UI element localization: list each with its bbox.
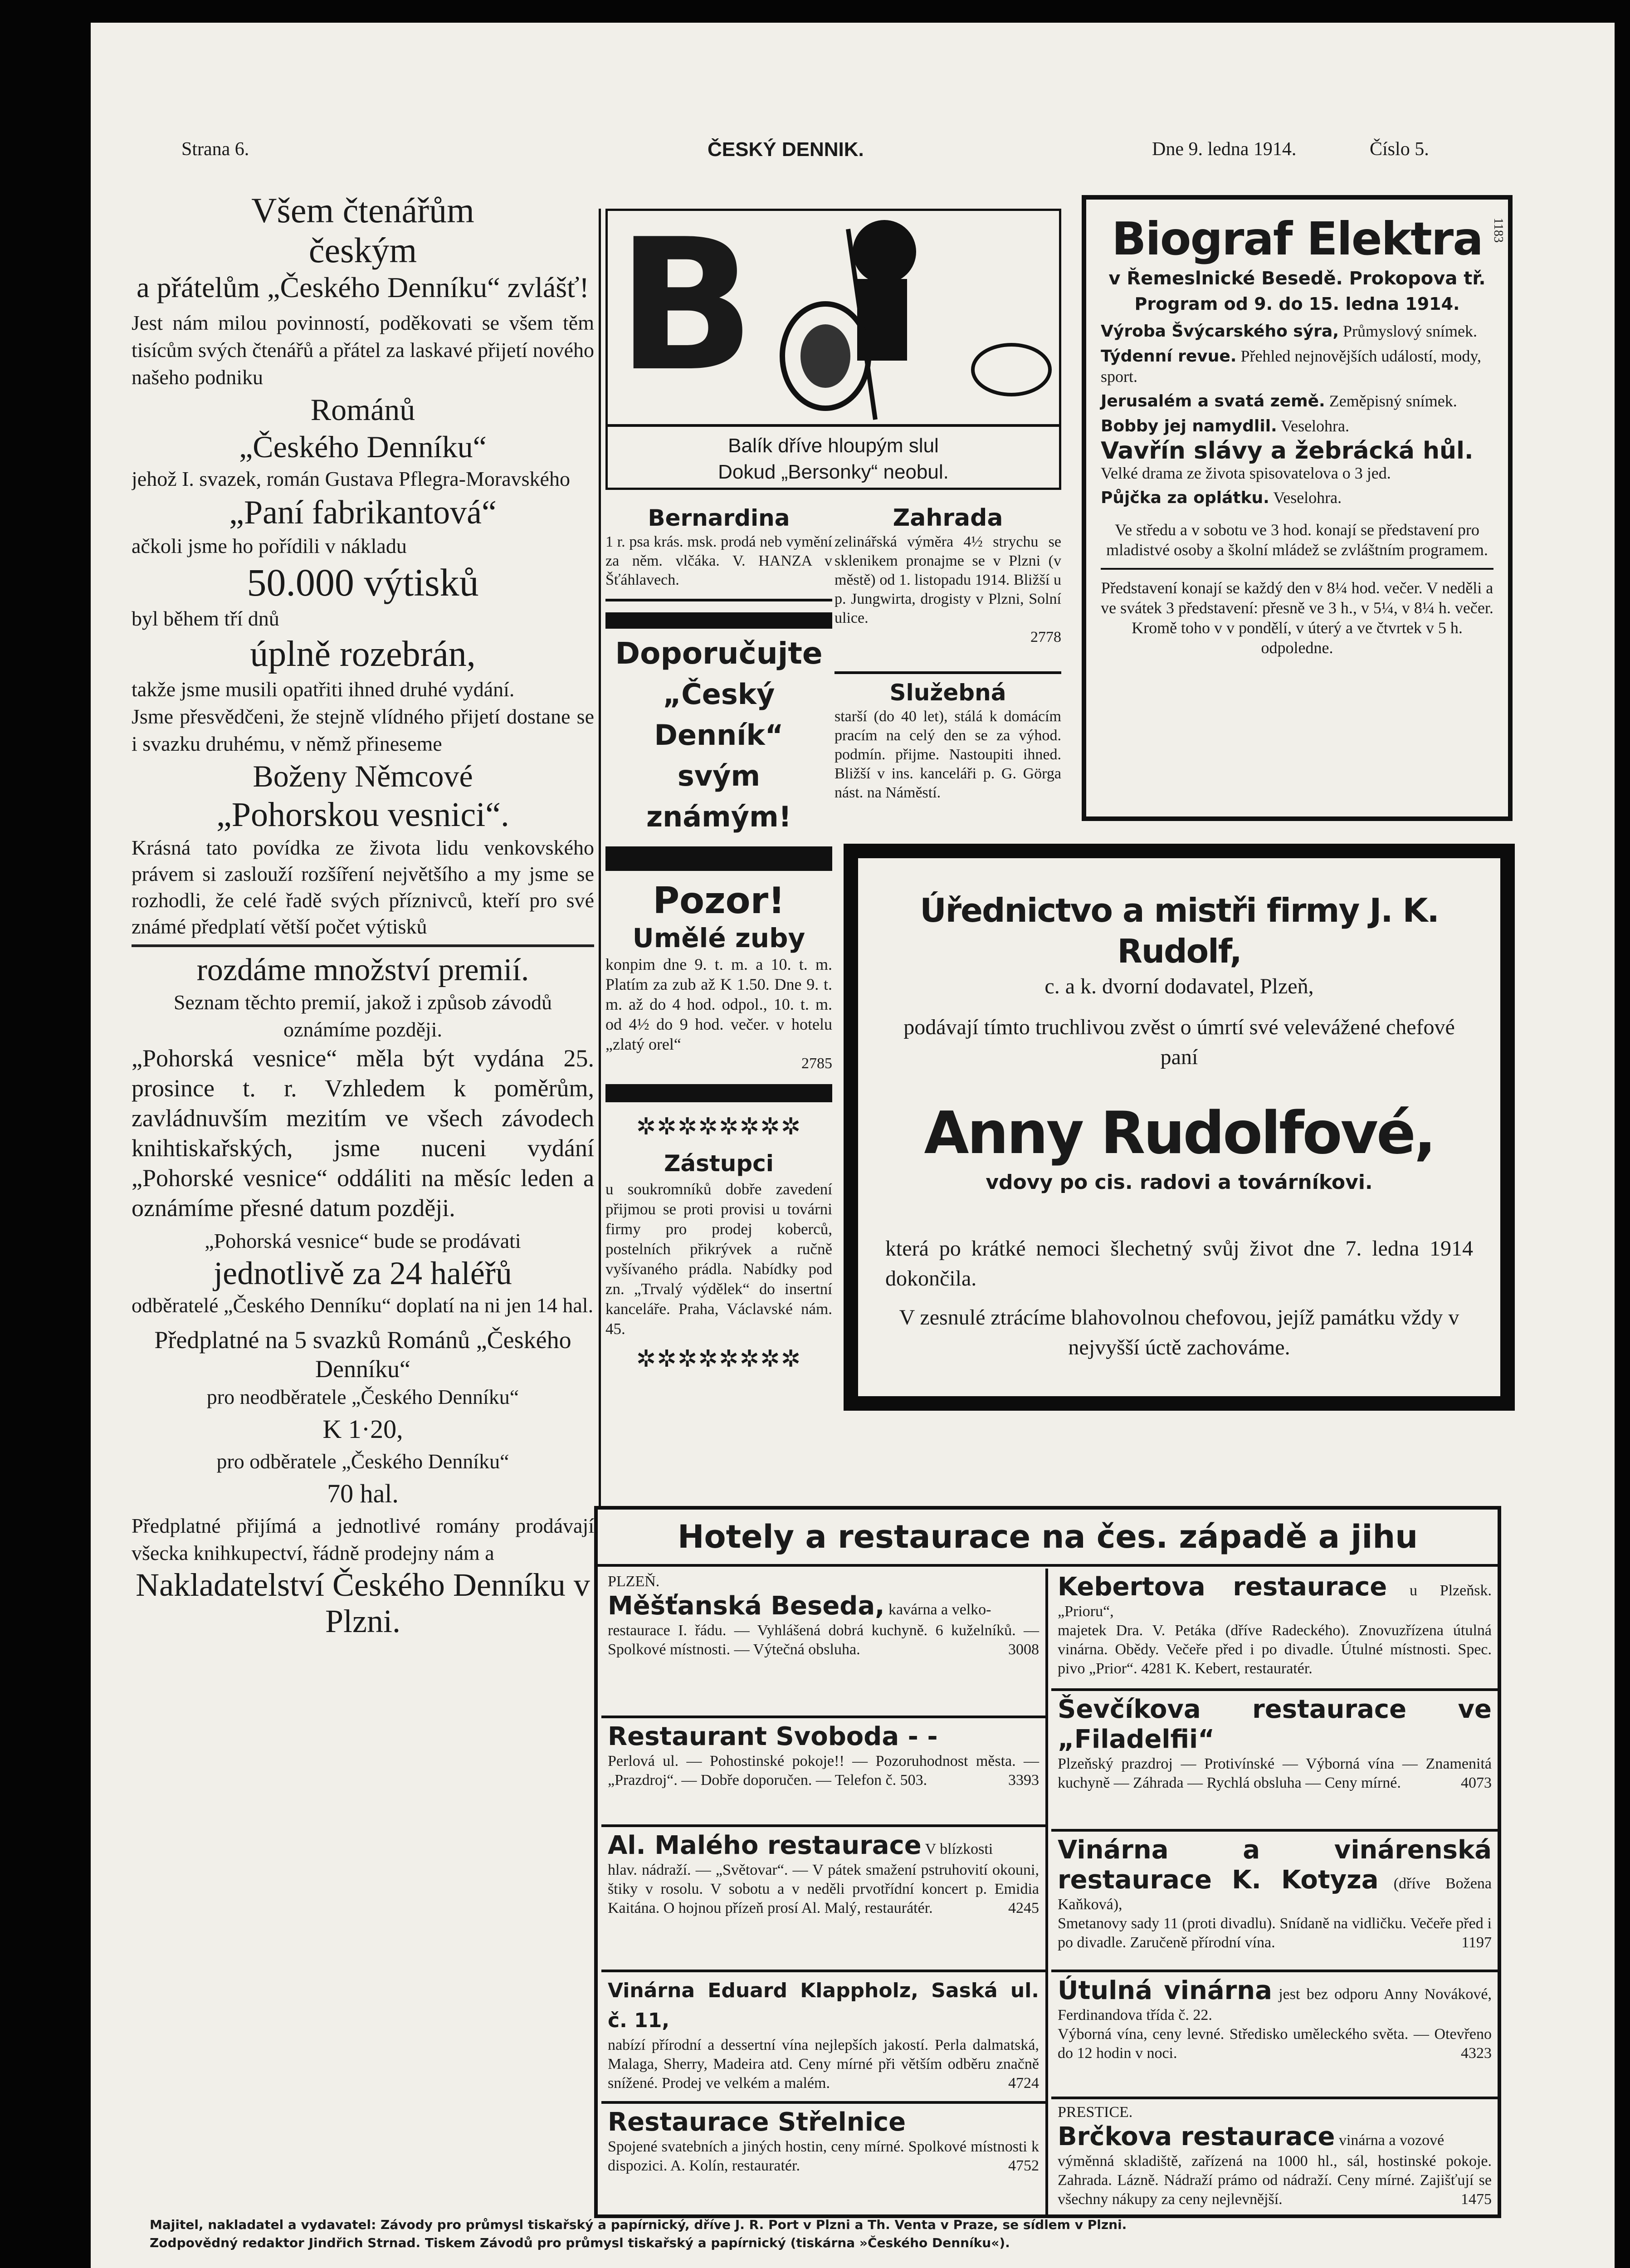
pozor-ad (605, 853, 832, 1461)
line-1: Doporučujte (615, 636, 823, 671)
page-number: Strana 6. (181, 139, 249, 160)
hotels-right-column (1051, 1569, 1498, 2217)
divider (1101, 568, 1493, 570)
hotel-side: vinárna a vozové (1338, 2132, 1445, 2149)
obituary-ad (844, 844, 1515, 1411)
bar (605, 1084, 832, 1102)
ad-text: 1 r. psa krás. msk. prodá neb vymění za něm. vlčáka. V. HANZA v Šťáhlavech. (605, 533, 832, 588)
paragraph-9: „Pohorská vesnice“ měla být vydána 25. prosince t. r. Vzhledem k poměrům, zavládnuvším mezitím ve všech závodech knihtiskařských, jsme nuceni vydání „Pohorské vesnice“ oddáliti na měsíc leden a oznámíme přesné datum později. (132, 1045, 594, 1222)
hotel-text: Výborná vína, ceny levné. Středisko uměleckého světa. — Otevřeno do 12 hodin v noci. (1058, 2026, 1492, 2062)
decorative-stars: ✲✲✲✲✲✲✲✲ (636, 1114, 802, 1140)
obituary-text-3: V zesnulé ztrácíme blahovolnou chefovou, jejíž památku vždy v nejvyšší úctě zachováme. (899, 1305, 1459, 1359)
divider (608, 424, 1059, 427)
bersonky-ad (605, 209, 1061, 490)
zahrada-ad (835, 503, 1061, 676)
decorative-stars: ✲✲✲✲✲✲✲✲ (636, 1346, 802, 1372)
bar (605, 853, 832, 871)
heading-pohorska: „Pohorskou vesnici“. (216, 796, 509, 834)
ad-number: 4724 (1008, 2075, 1039, 2092)
hotel-text: hlav. nádraží. — „Světovar“. — V pátek smažení pstruhovití okouni, štiky v rosolu. V sobotu a v neděli prvotřídní koncert p. Emidia Kaitána. O hojnou přízeň prosí Al. Malý, restaurátér. (608, 1862, 1039, 1916)
item-desc: Veselohra. (1273, 489, 1342, 507)
paragraph-13: pro neodběratele „Českého Denníku“ (206, 1385, 519, 1408)
item-desc: Zeměpisný snímek. (1329, 392, 1457, 410)
headline-2: českým (308, 230, 417, 270)
hotel-name: Ševčíkova restaurace ve „Filadelfii“ (1058, 1695, 1492, 1754)
ad-number: 3393 (1008, 1772, 1039, 1789)
hotels-left-column (601, 1569, 1048, 2217)
paragraph-3: ačkoli jsme ho pořídili v nákladu (132, 534, 407, 557)
hotel-ad (1051, 1691, 1498, 1832)
headline-1: Všem čtenářům (251, 191, 474, 230)
hotel-ad (1051, 2099, 1498, 2213)
ad-number: 1475 (1461, 2191, 1492, 2208)
ad-number: 3008 (1008, 1641, 1039, 1658)
ad-caption-2: Dokud „Bersonky“ neobul. (718, 461, 949, 483)
price-1: K 1·20, (322, 1414, 403, 1444)
column-rule (599, 209, 601, 1506)
zastupci-heading: Zástupci (664, 1150, 774, 1177)
obituary-text-1: podávají tímto truchlivou zvěst o úmrtí své velevážené chefové paní (903, 1015, 1455, 1069)
ad-program: Program od 9. do 15. ledna 1914. (1134, 294, 1460, 314)
publisher-signature: Nakladatelství Českého Denníku v Plzni. (136, 1567, 590, 1639)
item-title: Půjčka za oplátku. (1101, 489, 1269, 507)
deceased-name: Anny Rudolfové, (924, 1100, 1435, 1167)
paragraph-1: Jest nám milou povinností, poděkovati se všem těm tisícům svých čtenářů a přátel za laskavé přijetí nového našeho podniku (132, 311, 594, 389)
item-desc: Přehled nejnovějších událostí, mody, sport. (1101, 347, 1482, 386)
item-title: Bobby jej namydlil. (1101, 417, 1277, 435)
hotel-text: Plzeňský prazdroj — Protivínské — Výborná vína — Znamenitá kuchyně — Záhrada — Rychlá obsluha — Ceny mírné. (1058, 1755, 1492, 1791)
hotel-name: Útulná vinárna (1058, 1976, 1272, 2005)
imprint-line-2: Zodpovědný redaktor Jindřich Strnad. Tiskem Závodů pro průmysl tiskařský a papírnický (tiskárna »Českého Denníku«). (150, 2235, 1010, 2250)
hotel-text: nabízí přírodní a dessertní vína nejlepších jakostí. Perla dalmatská, Malaga, Sherry, Madeira atd. Ceny mírné při větším odběru značně snížené. Prodej ve velkém a malém. (608, 2037, 1039, 2092)
imprint-line-1: Majitel, nakladatel a vydavatel: Závody pro průmysl tiskařský a papírnický, dříve J. R. Port v Plzni a Th. Venta v Praze, se sídlem v Plzni. (150, 2217, 1127, 2232)
bar (605, 612, 832, 629)
recommend-ad (605, 608, 832, 862)
divider (132, 944, 594, 947)
item-desc: Velké drama ze života spisovatelova o 3 jed. (1101, 464, 1391, 482)
divider (605, 599, 832, 601)
ad-text: konpim dne 9. t. m. a 10. t. m. Platím za zub až K 1.50. Dne 9. t. m. až do 4 hod. odpol., 10. t. m. od 4½ do 9 hod. večer. v hotelu „zlatý orel“ (605, 955, 832, 1053)
hotel-side: jest bez odporu Anny Novákové, Ferdinandova třída č. 22. (1058, 1986, 1492, 2024)
ad-location: v Řemeslnické Besedě. Prokopova tř. (1108, 268, 1486, 289)
heading-romanu: Románů (310, 392, 415, 427)
ad-heading: Zahrada (893, 504, 1003, 532)
obituary-heading: Úřednictvo a mistři firmy J. K. Rudolf, (920, 891, 1439, 970)
line-2: „Český Denník“ (654, 678, 784, 752)
hotel-name: Al. Malého restaurace (608, 1831, 922, 1860)
item-desc: Průmyslový snímek. (1343, 322, 1478, 340)
ad-letter-b: B (617, 209, 755, 411)
headline-3: a přátelům „Českého Denníku“ zvlášť! (137, 271, 589, 303)
town: PRESTICE. (1058, 2104, 1133, 2121)
hotel-name: Kebertova restaurace (1058, 1572, 1387, 1602)
ad-text: starší (do 40 let), stálá k domácím pracím na celý den se za výhod. podmín. přijme. Nastoupiti ihned. Bližší v ins. kanceláři p. G. Görga nást. na Náměstí. (835, 708, 1061, 801)
hotel-name: Vinárna a vinárenská restaurace K. Kotyza (1058, 1835, 1492, 1895)
hotels-section (594, 1506, 1501, 2218)
hotel-text: restaurace I. řádu. — Vyhlášená dobrá kuchyně. 6 kuželníků. — Spolkové místnosti. — Výtečná obsluha. (608, 1622, 1039, 1658)
hotel-ad (601, 2104, 1045, 2208)
paragraph-11: odběratelé „Českého Denníku“ doplatí na ni jen 14 hal. (132, 1294, 594, 1317)
ad-number: 4323 (1461, 2045, 1492, 2062)
hotel-ad (1051, 1972, 1498, 2099)
hotel-side: u Plzeňsk. „Prioru“, (1058, 1582, 1492, 1620)
item-title: Vavřín slávy a žebrácká hůl. (1101, 437, 1474, 464)
hotel-ad (1051, 1832, 1498, 1972)
item-title: Týdenní revue. (1101, 347, 1237, 366)
ad-heading: Služebná (889, 679, 1006, 706)
paragraph-5: takže jsme musili opatřiti ihned druhé vydání. (132, 678, 515, 701)
cartoon-illustration (757, 211, 1057, 424)
deceased-title: vdovy po cis. radovi a továrníkovi. (986, 1171, 1373, 1194)
obituary-text-2: která po krátké nemoci šlechetný svůj život dne 7. ledna 1914 dokončila. (885, 1237, 1473, 1290)
heading-sold-out: úplně rozebrán, (250, 634, 476, 674)
ad-number: 4073 (1461, 1774, 1492, 1791)
item-title: Výroba Švýcarského sýra, (1101, 322, 1339, 341)
hotel-name: Restaurant Svoboda - - (608, 1722, 938, 1751)
hotel-ad (601, 1569, 1045, 1718)
hotel-ad (601, 1972, 1045, 2104)
hotel-text: výměnná skladiště, zařízená na 1000 hl., sál, hostinské pokoje. Zahrada. Lázně. Nádraží prámo od nádraží. Ceny mírné. Zajišťují se všechny nákupy za ceny nejlevnější. (1058, 2153, 1492, 2208)
item-title: Jerusalém a svatá země. (1101, 392, 1325, 411)
hotel-side: (dříve Božena Kaňková), (1058, 1875, 1492, 1913)
hotel-ad (601, 1827, 1045, 1972)
issue-date: Dne 9. ledna 1914. (1152, 139, 1297, 160)
paragraph-12: Předplatné na 5 svazků Románů „Českého Denníku“ (154, 1326, 571, 1383)
hotel-text: majetek Dra. V. Petáka (dříve Radeckého). Znovuzřízena útulná vinárna. Obědy. Večeře před i po divadle. Útulné místnosti. Spec. pivo „Prior“. 4281 K. Kebert, restauratér. (1058, 1622, 1492, 1677)
town: PLZEŇ. (608, 1573, 660, 1590)
paragraph-10: „Pohorská vesnice“ bude se prodávati (205, 1229, 521, 1252)
paragraph-2: jehož I. svazek, román Gustava Pflegra-Moravského (132, 467, 570, 490)
imprint-footer (150, 2216, 1510, 2252)
heading-fabrikantova: „Paní fabrikantová“ (229, 494, 497, 531)
ad-text: zelinářská výměra 4½ strychu se sklenikem pronajme se v Plzni (v městě) od 1. listopadu 1914. Bližší u p. Jungwirta, drogisty v Plzni, Solní ulice. (835, 533, 1061, 626)
heading-premie: rozdáme množství premií. (196, 953, 529, 987)
paragraph-4: byl během tří dnů (132, 607, 279, 630)
note-1: Ve středu a v sobotu ve 3 hod. konají se představení pro mladistvé osoby a školní mládež se zvláštním programem. (1106, 521, 1488, 559)
left-column-ad (132, 191, 594, 2186)
hotel-name: Brčkova restaurace (1058, 2122, 1335, 2151)
ad-heading: Bernardina (648, 505, 790, 531)
ad-number: 2778 (1030, 629, 1061, 645)
hotel-name: Restaurace Střelnice (608, 2107, 906, 2137)
ad-number: 4245 (1008, 1900, 1039, 1916)
heading-price: jednotlivě za 24 haléřů (214, 1255, 512, 1291)
hotel-name: Vinárna Eduard Klappholz, Saská ul. č. 11, (608, 1979, 1039, 2032)
paper-name: ČESKÝ DENNIK. (708, 138, 864, 161)
section-title: Hotely a restaurace na čes. západě a jihu (598, 1510, 1498, 1567)
note-2: Představení konají se každý den v 8¼ hod. večer. V neděli a ve svátek 3 představení: přesně ve 3 h., v 5¼, v 8¼ h. večer. Kromě toho v v pondělí, v úterý a ve čtvrtek v 5 h. odpoledne. (1101, 579, 1493, 657)
heading-cd: „Českého Denníku“ (239, 430, 487, 464)
paragraph-7: Krásná tato povídka ze života lidu venkovského právem si zaslouží rozšíření největšího a my jsme se rozhodli, že celé řadě svých příznivců, kteří pro své známé předplatí větší počet výtisků (132, 836, 594, 938)
heading-nemcova: Boženy Němcové (253, 759, 473, 793)
obituary-subheading: c. a k. dvorní dodavatel, Plzeň, (1044, 974, 1314, 998)
ad-caption-1: Balík dříve hloupým slul (728, 435, 939, 457)
price-2: 70 hal. (327, 1479, 399, 1508)
hotel-ad (1051, 1569, 1498, 1691)
issue-number: Číslo 5. (1370, 139, 1429, 160)
hotel-text: Spojené svatebních a jiných hostin, ceny mírné. Spolkové místnosti k dispozici. A. Kolín, restauratér. (608, 2138, 1039, 2174)
hotel-ad (601, 1718, 1045, 1827)
ad-number: 1197 (1461, 1934, 1492, 1951)
hotel-text: Smetanovy sady 11 (proti divadlu). Snídaně na vidličku. Večeře před i po divadle. Zaručeně přírodní vína. (1058, 1915, 1492, 1951)
ad-subheading: Umělé zuby (632, 923, 805, 953)
zastupci-text: u soukromníků dobře zavedení přijmou se proti provisi u továrni firmy pro prodej koberců, postelních přikrývek a ručně vyšívaného prádla. Nabídky pod zn. „Trvalý výdělek“ do insertní kanceláře. Praha, Václavské nám. 45. (605, 1180, 832, 1338)
sluzebna-ad (835, 678, 1061, 828)
paragraph-6: Jsme přesvědčeni, že stejně vlídného přijetí dostane se i svazku druhému, v němž přineseme (132, 705, 594, 755)
page-header (91, 138, 1433, 170)
hotel-side: kavárna a velko- (888, 1601, 991, 1618)
biograf-elektra-ad (1082, 195, 1513, 821)
line-3: svým známým! (646, 759, 791, 833)
paragraph-14: pro odběratele „Českého Denníku“ (216, 1450, 509, 1473)
paragraph-8: Seznam těchto premií, jakož i způsob závodů oznámíme později. (173, 991, 552, 1041)
ad-number: 2785 (801, 1055, 832, 1072)
bernardina-ad (605, 503, 832, 594)
heading-copies: 50.000 výtisků (247, 561, 479, 604)
hotel-name: Měšťanská Beseda, (608, 1591, 885, 1621)
ad-number: 4752 (1008, 2157, 1039, 2174)
hotel-side: V blízkosti (925, 1841, 993, 1857)
divider (835, 671, 1061, 674)
hotel-text: Perlová ul. — Pohostinské pokoje!! — Pozoruhodnost města. — „Prazdroj“. — Dobře doporučen. — Telefon č. 503. (608, 1753, 1039, 1789)
item-desc: Veselohra. (1281, 417, 1350, 435)
ad-heading: Pozor! (653, 880, 785, 922)
paragraph-15: Předplatné přijímá a jednotlivé romány prodávají všecka knihkupectví, řádně prodejny nám a (132, 1514, 594, 1564)
ad-heading: Biograf Elektra (1112, 212, 1483, 265)
ad-number: 1183 (1491, 218, 1505, 243)
